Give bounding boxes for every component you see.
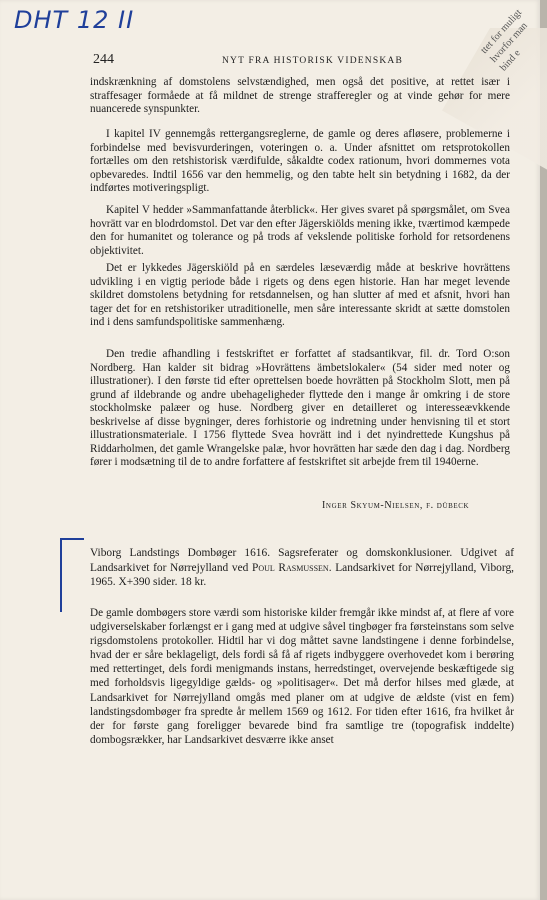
citation-editor: Poul Rasmussen (252, 561, 329, 574)
page-number: 244 (93, 52, 114, 67)
paragraph-2 (90, 128, 510, 196)
paragraph-text: I kapitel IV gennemgås rettergangsreglerne, de gamle og deres afløsere, problemerne i forbindelse med bevisvurderingen, voteringen o. a. Under afsnittet om retsprotokollen fortælles om den retshistorisk værdifulde, såkaldte codex rationum, hvori dommernes vota opbevaredes. Indtil 1656 var den hemmelig, og den tabte helt sin betydning i 1682, da der indførtes motiveringspligt. (90, 128, 510, 194)
paragraph-text: Den tredie afhandling i festskriftet er forfattet af stadsantikvar, fil. dr. Tord O:son Nordberg. Han kalder sit bidrag »Hovrättens ämbetslokaler« (54 sider med noter og illustrationer). I den første tid efter oprettelsen boede hovrätten på Stockholm Slott, men på grund af ildebrande og andre ubehageligheder flyttede den i mange år omkring i de store stockholmske palæer og huse. Nordberg giver en detailleret og interesseævkkende beskrivelse af disse bygninger, deres forhistorie og indretning under henvisning til et stort illustrationsmateriale. I 1756 flyttede Svea hovrätt ind i det nyindrettede Kungshus på Riddarholmen, det gamle Wrangelske palæ, hvor hovrätten har sæde den dag i dag. Nordberg fører i modsætning til de to andre forfattere af festskriftet sit arbejde frem til 1940erne. (90, 348, 510, 468)
review-body (90, 606, 514, 747)
handwritten-catalog-note: DHT 12 II (14, 6, 135, 34)
citation-title: Viborg Landstings Dombøger 1616. Sagsreferater og domskonklusioner. Udgivet af Landsarkivet for Nørrejylland ved (90, 547, 514, 574)
review-text: De gamle dombøgers store værdi som historiske kilder fremgår ikke mindst af, at flere af vore udgiverselskaber forlængst er i gang med at udgive såvel tingbøger fra førsteinstans som selve rigsdomstolens protokoller. Hidtil har vi dog måttet savne landstingene i denne forbindelse, hvad der er såre beklageligt, dels fordi så få af rigets indbyggere overhovedet kom i berøring med rettertinget, dels fordi menigmands instans, herredstinget, overvejende beskæftigede sig med forholdsvis ligegyldige gælds- og »politisager«. Det må derfor hilses med glæde, at Landsarkivet for Nørrejylland omgås med planer om at udgive de ældste (vist en fem) landstingsdombøger fra spredte år mellem 1569 og 1612. For tiden efter 1616, fra hvilket år der for første gang foreligger bevarede bind fra samtlige tre (topografisk inddelte) dombogsrækker, har Landsarkivet desværre ikke anset (90, 607, 514, 746)
review-signature: Inger Skyum-Nielsen, f. dübeck (322, 500, 470, 511)
folded-corner-text: ttet for muligt hvorfor man bind e (478, 7, 530, 74)
book-citation (90, 546, 514, 590)
paragraph-4 (90, 262, 510, 330)
paragraph-text: Kapitel V hedder »Sammanfattande återblick«. Her gives svaret på spørgsmålet, om Svea hovrätt var en blodrdomstol. Det var den efter Jägerskiölds mening ikke, tværtimod kæmpede den for humanitet og tolerance og på trods af vekslende politiske forhold for retsordenens objektivitet. (90, 204, 510, 257)
paragraph-1 (90, 76, 510, 117)
handwritten-bracket-mark (60, 538, 84, 612)
running-head: NYT FRA HISTORISK VIDENSKAB (222, 56, 403, 66)
paragraph-3 (90, 204, 510, 258)
paragraph-5 (90, 348, 510, 470)
paragraph-text: indskrænkning af domstolens selvstændighed, men også det positive, at rettet især i straffesager formåede at få mildnet de strenge strafferegler og at vinde gehør for mere nuancerede synspunkter. (90, 76, 510, 115)
citation-publisher: . Landsarkivet for Nørrejylland, Viborg, 1965. X+390 sider. 18 kr. (90, 561, 514, 588)
paragraph-text: Det er lykkedes Jägerskiöld på en særdeles læseværdig måde at beskrive hovrättens udvikling i en vigtig periode både i rigets og dens egen historie. Han har meget levende skildret domstolens betydning for retsdannelsen, og han slutter af med et afsnit, hvori han tager det for en retshistoriker utraditionelle, men såre interessante skridt at sætte domstolen ind i dens samfundspolitiske sammenhæng. (90, 262, 510, 328)
